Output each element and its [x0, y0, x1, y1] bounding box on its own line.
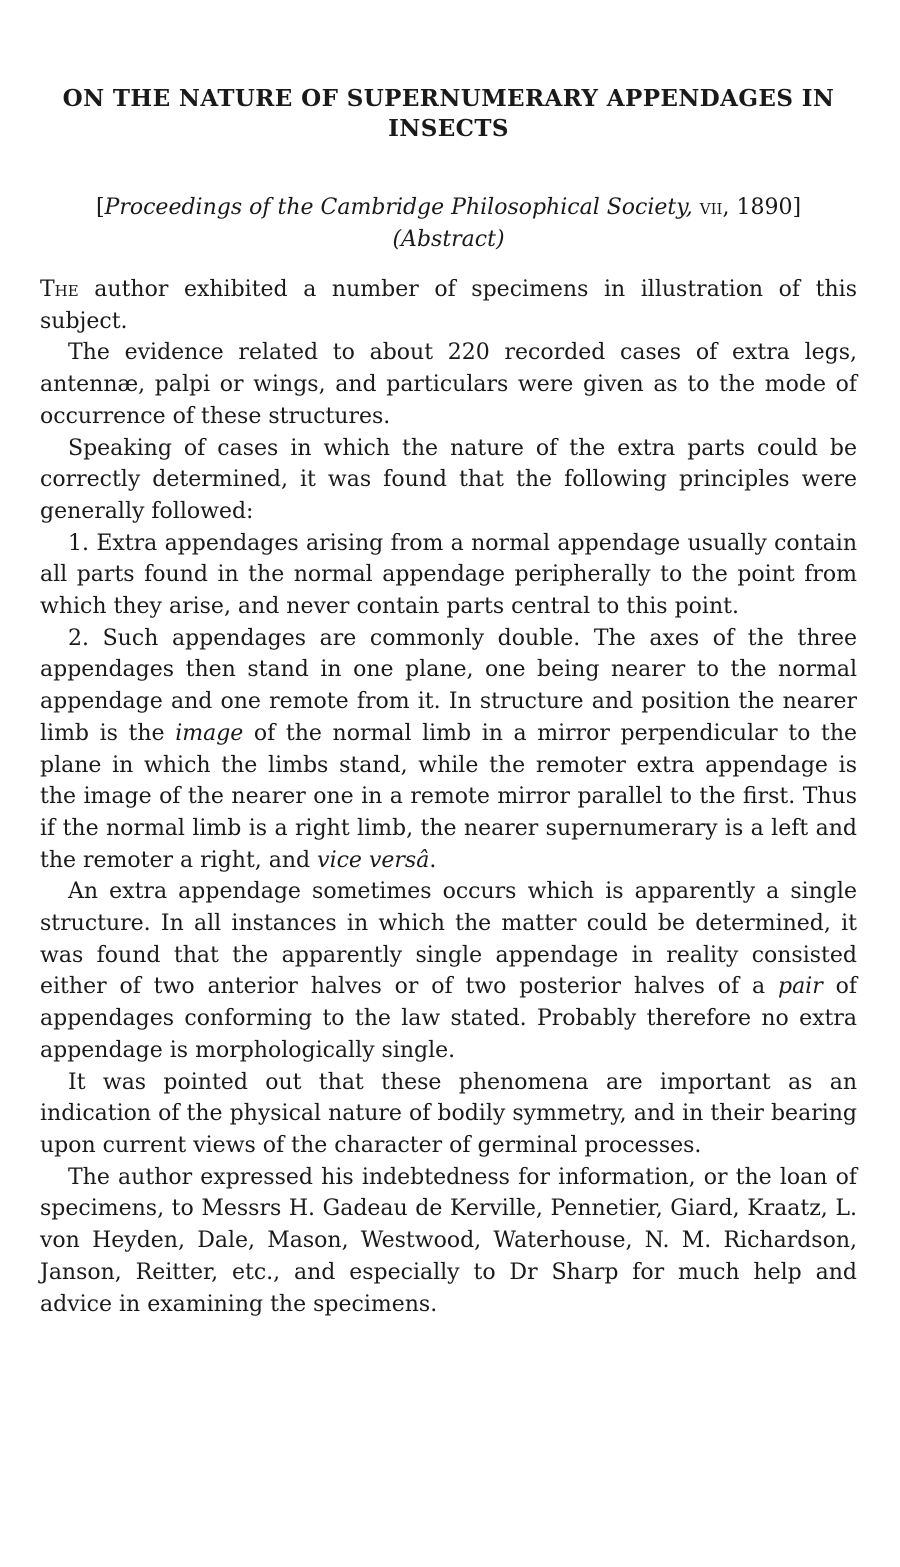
volume-number: vii: [699, 195, 723, 220]
journal-name: Proceedings of the Cambridge Philosophical Society,: [104, 195, 693, 220]
paragraph-1-text: author exhibited a number of specimens in illustration of this subject.: [40, 277, 857, 334]
paragraph-5-emphasis-image: image: [175, 720, 244, 746]
article-title: ON THE NATURE OF SUPERNUMERARY APPENDAGES IN INSECTS: [62, 85, 835, 142]
article-body: [40, 274, 857, 1320]
paragraph-2: The evidence related to about 220 recorded cases of extra legs, antennæ, palpi or wings, and particulars were given as to the mode of occurrence of these structures.: [40, 340, 857, 429]
paragraph-5-text-a: 2. Such appendages are commonly double. The axes of the three appendages then stand in one plane, one being nearer to the normal appendage and one remote from it. In structure and position the nearer limb is the: [40, 625, 857, 746]
paragraph-1-lead: The: [40, 277, 79, 302]
paragraph-3: Speaking of cases in which the nature of the extra parts could be correctly determined, it was found that the following principles were generally followed:: [40, 435, 857, 524]
paragraph-1: [40, 274, 857, 337]
page: [40, 84, 857, 1320]
year: , 1890]: [722, 195, 802, 220]
paragraph-5: [40, 623, 857, 877]
paragraph-8: The author expressed his indebtedness for information, or the loan of specimens, to Messrs H. Gadeau de Kerville, Pennetier, Giard, Kraatz, L. von Heyden, Dale, Mason, Westwood, Waterhouse, N. M. Richardson, Janson, Reitter, etc., and especially to Dr Sharp for much help and advice in examining the specimens.: [40, 1164, 857, 1317]
paragraph-5-text-b: of the normal limb in a mirror perpendicular to the plane in which the limbs stand, while the remoter extra appendage is the image of the nearer one in a remote mirror parallel to the first. Thus if the normal limb is a right limb, the nearer supernumerary is a left and the remoter a right, and: [40, 720, 858, 873]
paragraph-7: It was pointed out that these phenomena are important as an indication of the physical nature of bodily symmetry, and in their bearing upon current views of the character of germinal processes.: [40, 1069, 857, 1158]
paragraph-4: 1. Extra appendages arising from a normal appendage usually contain all parts found in the normal appendage peripherally to the point from which they arise, and never contain parts central to this point.: [40, 530, 857, 620]
source-citation: [40, 192, 857, 224]
paragraph-6-emphasis-pair: pair: [777, 974, 823, 1000]
paragraph-6-text-b: of appendages conforming to the law stated. Probably therefore no extra appendage is morphologically single.: [40, 974, 857, 1063]
abstract-label: (Abstract): [392, 227, 505, 252]
paragraph-5-text-c: .: [429, 847, 437, 873]
paragraph-6-text-a: An extra appendage sometimes occurs which is apparently a single structure. In all instances in which the matter could be determined, it was found that the apparently single appendage in reality consisted either of two anterior halves or of two posterior halves of a: [40, 879, 857, 1000]
source-open-bracket: [: [95, 195, 105, 220]
paragraph-5-emphasis-vice-versa: vice versâ: [317, 847, 430, 873]
paragraph-6: [40, 876, 857, 1066]
